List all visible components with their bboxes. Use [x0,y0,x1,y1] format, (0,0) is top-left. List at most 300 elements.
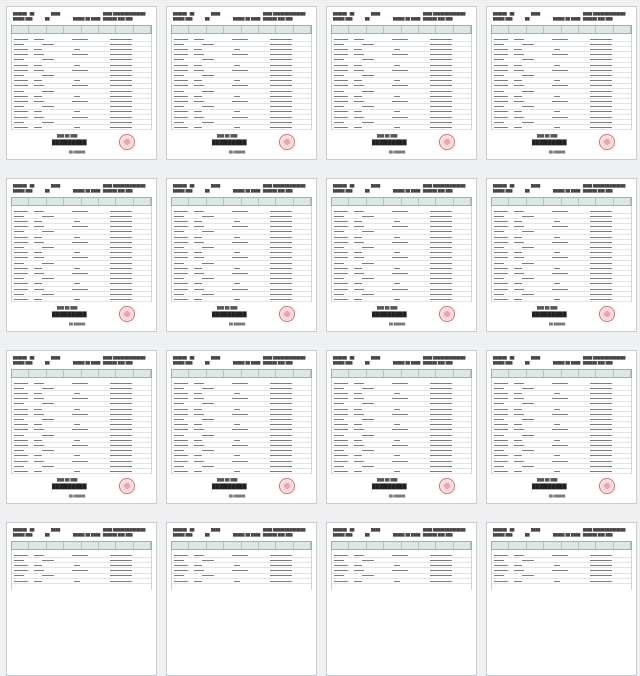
table-cell-text [354,570,364,571]
table-cell-text [430,581,452,582]
table-cell-text [430,429,452,430]
table-cell-text [174,59,184,60]
table-cell-text [74,440,80,441]
table-cell-text [590,273,612,274]
table-row [492,265,631,266]
table-cell-text [174,435,184,436]
table-header-cell [614,198,631,205]
table-row [332,41,471,42]
table-cell-text [174,445,188,446]
table-row [172,46,311,47]
table-cell-text [174,581,188,582]
table-cell-text [394,299,400,300]
table-cell-text [430,242,452,243]
header-text-block: ██████ ███ ███ [263,533,293,537]
header-text-block: ████ ██████████████ [263,12,306,16]
table-header-cell [207,542,224,549]
table-cell-text [42,75,54,76]
table-row [172,88,311,89]
table-cell-text [430,65,452,66]
footer-institution-name: █████████ [52,312,87,318]
table-cell-text [554,440,560,441]
table-cell-text [270,294,292,295]
table-cell-text [270,283,292,284]
header-text-block: ██ [45,189,50,193]
table-cell-text [270,221,292,222]
table-cell-text [110,237,132,238]
table-cell-text [174,231,184,232]
table-cell-text [334,419,344,420]
table-cell-text [430,268,452,269]
table-cell-text [514,383,524,384]
table-cell-text [514,424,522,425]
table-cell-text [234,127,240,128]
table-row [12,46,151,47]
header-text-block: ████ ██████████████ [423,528,466,532]
table-cell-text [334,461,348,462]
table-cell-text [430,257,452,258]
table-cell-text [202,466,214,467]
table-cell-text [494,560,504,561]
header-text-block: ████ [51,356,61,360]
table-cell-text [194,242,204,243]
footer-date-text: ███ ██ ███ [217,306,238,310]
table-cell-text [494,555,508,556]
table-cell-text [430,299,452,300]
header-text-block: ██████ ██ [333,184,355,188]
table-cell-text [514,440,522,441]
table-row [332,239,471,240]
table-cell-text [354,127,362,128]
table-header-cell [492,370,509,377]
seal-stamp-icon [119,478,135,494]
table-row [492,77,631,78]
table-cell-text [110,461,132,462]
table-header-cell [509,370,526,377]
footer-note-text: ██ ██████ [69,323,86,326]
table-cell-text [334,424,348,425]
table-header-cell [224,26,241,33]
table-header-cell [189,370,206,377]
table-row [172,119,311,120]
table-cell-text [590,424,612,425]
table-cell-text [110,450,132,451]
table-cell-text [194,299,202,300]
table-cell-text [14,39,28,40]
table-row [492,463,631,464]
table-cell-text [494,65,508,66]
table-cell-text [110,581,132,582]
table-cell-text [494,383,508,384]
table-cell-text [334,388,344,389]
table-cell-text [514,96,522,97]
table-cell-text [174,429,188,430]
table-row [332,291,471,292]
table-cell-text [270,466,292,467]
table-cell-text [34,409,42,410]
table-cell-text [394,409,400,410]
table-cell-text [494,231,504,232]
footer-institution-name: █████████ [372,312,407,318]
table-cell-text [494,117,508,118]
table-cell-text [334,289,348,290]
table-cell-text [74,471,80,472]
table-cell-text [554,252,560,253]
table-cell-text [590,211,612,212]
table-cell-text [430,278,452,279]
table-cell-text [232,383,248,384]
table-cell-text [34,257,44,258]
table-cell-text [354,299,362,300]
table-header-cell [276,26,293,33]
table-cell-text [590,466,612,467]
table-cell-text [430,252,452,253]
table-cell-text [74,393,80,394]
table-cell-text [34,54,44,55]
table-cell-text [590,299,612,300]
table-header-cell [172,198,189,205]
table-cell-text [494,398,508,399]
table-cell-text [430,221,452,222]
table-cell-text [590,398,612,399]
table-header-cell [99,370,116,377]
table-header-cell [384,542,401,549]
table-header-cell [276,542,293,549]
table-row [12,573,151,574]
table-cell-text [14,424,28,425]
table-row [172,291,311,292]
table-cell-text [174,101,188,102]
table-cell-text [430,289,452,290]
table-row [332,458,471,459]
table-header-cell [492,26,509,33]
table-row [492,41,631,42]
table-cell-text [514,117,524,118]
table-cell-text [590,49,612,50]
table-cell-text [354,461,364,462]
table-cell-text [34,127,42,128]
table-row [332,98,471,99]
table-cell-text [270,106,292,107]
table-row [172,453,311,454]
table-cell-text [362,450,374,451]
table-cell-text [362,466,374,467]
table-header-cell [402,542,419,549]
table-cell-text [270,216,292,217]
table-cell-text [110,419,132,420]
table-cell-text [494,127,508,128]
transaction-table [171,206,312,302]
table-row [492,296,631,297]
table-row [172,411,311,412]
table-header [11,541,152,550]
table-cell-text [514,461,524,462]
table-cell-text [334,111,348,112]
footer-note-text: ██ ██████ [549,323,566,326]
table-row [172,114,311,115]
table-row [172,432,311,433]
header-text-block: ██ [205,361,210,365]
footer-note-text: ██ ██████ [549,495,566,498]
header-text-block: █████ ███ [333,189,353,193]
table-cell-text [14,122,24,123]
table-cell-text [270,555,292,556]
table-cell-text [514,409,522,410]
table-cell-text [590,409,612,410]
table-cell-text [514,555,524,556]
table-cell-text [430,409,452,410]
table-row [332,88,471,89]
table-cell-text [234,80,240,81]
table-row [12,390,151,391]
table-cell-text [270,268,292,269]
table-cell-text [14,226,28,227]
table-cell-text [174,466,184,467]
table-cell-text [590,560,612,561]
table-cell-text [334,435,344,436]
table-cell-text [334,450,344,451]
table-row [172,255,311,256]
table-cell-text [362,419,374,420]
table-cell-text [430,75,452,76]
header-text-block: █████ ██ ████ [553,17,581,21]
table-cell-text [494,268,508,269]
table-cell-text [194,252,202,253]
table-cell-text [74,111,80,112]
table-cell-text [194,221,202,222]
table-header-cell [189,198,206,205]
table-cell-text [334,221,348,222]
statement-sheet-5 [6,178,157,332]
table-cell-text [174,555,188,556]
table-cell-text [522,122,534,123]
transaction-table [491,34,632,130]
sheet-footer [171,130,312,160]
header-text-block: █████ ██ ████ [553,361,581,365]
table-cell-text [334,80,348,81]
table-cell-text [494,455,508,456]
table-cell-text [494,111,508,112]
table-cell-text [202,263,214,264]
table-cell-text [14,455,28,456]
table-cell-text [14,575,24,576]
table-cell-text [234,565,240,566]
table-row [12,239,151,240]
table-header-cell [436,26,453,33]
table-row [172,296,311,297]
statement-sheet-10 [166,350,317,504]
table-cell-text [174,299,188,300]
table-cell-text [392,117,408,118]
header-text-block: ██ [525,533,530,537]
table-cell-text [174,263,184,264]
header-text-block: ██████ ██ [333,528,355,532]
table-row [172,218,311,219]
table-cell-text [494,581,508,582]
table-row [492,51,631,52]
table-header-cell [614,542,631,549]
table-row [12,67,151,68]
table-cell-text [334,429,348,430]
transaction-table [331,378,472,474]
table-cell-text [234,268,240,269]
table-header-cell [332,542,349,549]
table-cell-text [270,96,292,97]
table-cell-text [34,455,42,456]
table-cell-text [202,575,214,576]
table-row [12,385,151,386]
table-cell-text [14,466,24,467]
table-cell-text [394,393,400,394]
table-cell-text [14,231,24,232]
header-text-block: ██ [525,189,530,193]
table-row [332,57,471,58]
table-row [492,93,631,94]
table-row [12,557,151,558]
table-cell-text [590,289,612,290]
table-cell-text [232,70,248,71]
table-header-cell [579,198,596,205]
table-cell-text [72,570,88,571]
table-cell-text [74,299,80,300]
header-text-block: ██████ ███ ███ [263,17,293,21]
table-cell-text [270,581,292,582]
table-row [492,119,631,120]
table-cell-text [522,450,534,451]
table-cell-text [194,268,202,269]
table-cell-text [42,231,54,232]
header-text-block: ██████ ██ [493,356,515,360]
transaction-table [491,550,632,590]
header-text-block: ██████ ███ ███ [423,17,453,21]
table-cell-text [354,211,364,212]
table-cell-text [110,127,132,128]
table-row [332,411,471,412]
table-row [12,265,151,266]
table-cell-text [74,268,80,269]
table-cell-text [110,560,132,561]
table-row [332,437,471,438]
table-cell-text [334,247,344,248]
table-row [172,265,311,266]
table-row [172,77,311,78]
table-cell-text [392,242,408,243]
table-row [12,260,151,261]
table-cell-text [494,393,508,394]
table-header-cell [454,370,471,377]
table-row [492,447,631,448]
table-header-cell [367,198,384,205]
table-cell-text [494,44,504,45]
table-cell-text [392,429,408,430]
table-cell-text [110,39,132,40]
table-cell-text [202,216,214,217]
header-text-block: █████ ██ ████ [73,533,101,537]
table-cell-text [514,414,524,415]
table-cell-text [72,273,88,274]
table-cell-text [334,273,348,274]
table-header [11,197,152,206]
table-cell-text [42,435,54,436]
statement-sheet-8 [486,178,637,332]
table-cell-text [494,54,508,55]
table-cell-text [514,283,522,284]
table-cell-text [174,211,188,212]
table-row [172,583,311,584]
footer-note-text: ██ ██████ [389,151,406,154]
table-cell-text [110,424,132,425]
table-header-cell [276,370,293,377]
header-text-block: ██████ ███ ███ [103,533,133,537]
table-header-cell [419,26,436,33]
table-cell-text [174,273,188,274]
table-cell-text [174,111,188,112]
table-cell-text [430,226,452,227]
table-cell-text [554,581,560,582]
statement-sheet-1 [6,6,157,160]
table-header-cell [614,370,631,377]
table-cell-text [14,440,28,441]
table-row [492,557,631,558]
table-cell-text [14,445,28,446]
table-header-cell [82,542,99,549]
footer-date-text: ███ ██ ███ [57,306,78,310]
table-cell-text [554,96,560,97]
table-cell-text [174,565,188,566]
table-row [12,41,151,42]
table-header-cell [224,198,241,205]
table-cell-text [74,565,80,566]
table-cell-text [34,299,42,300]
table-cell-text [194,39,204,40]
header-text-block: █████ ███ [493,533,513,537]
table-row [12,213,151,214]
table-cell-text [270,409,292,410]
table-cell-text [334,122,344,123]
table-header-cell [116,542,133,549]
table-cell-text [202,106,214,107]
table-row [332,62,471,63]
table-row [492,260,631,261]
table-cell-text [334,263,344,264]
table-cell-text [194,101,204,102]
table-cell-text [14,237,28,238]
table-cell-text [270,59,292,60]
table-cell-text [590,96,612,97]
table-cell-text [514,65,522,66]
table-header-cell [294,26,311,33]
table-row [492,114,631,115]
table-cell-text [174,283,188,284]
table-row [172,93,311,94]
table-row [332,390,471,391]
table-cell-text [194,65,202,66]
header-text-block: █████ ███ [13,533,33,537]
table-cell-text [72,289,88,290]
table-cell-text [34,445,44,446]
sheet-footer [331,302,472,332]
table-cell-text [42,247,54,248]
table-header [491,369,632,378]
table-cell-text [394,455,400,456]
table-cell-text [430,403,452,404]
table-cell-text [14,403,24,404]
header-text-block: ██████ ███ ███ [263,189,293,193]
table-cell-text [552,85,568,86]
table-cell-text [334,560,344,561]
table-header-cell [579,26,596,33]
table-cell-text [354,383,364,384]
